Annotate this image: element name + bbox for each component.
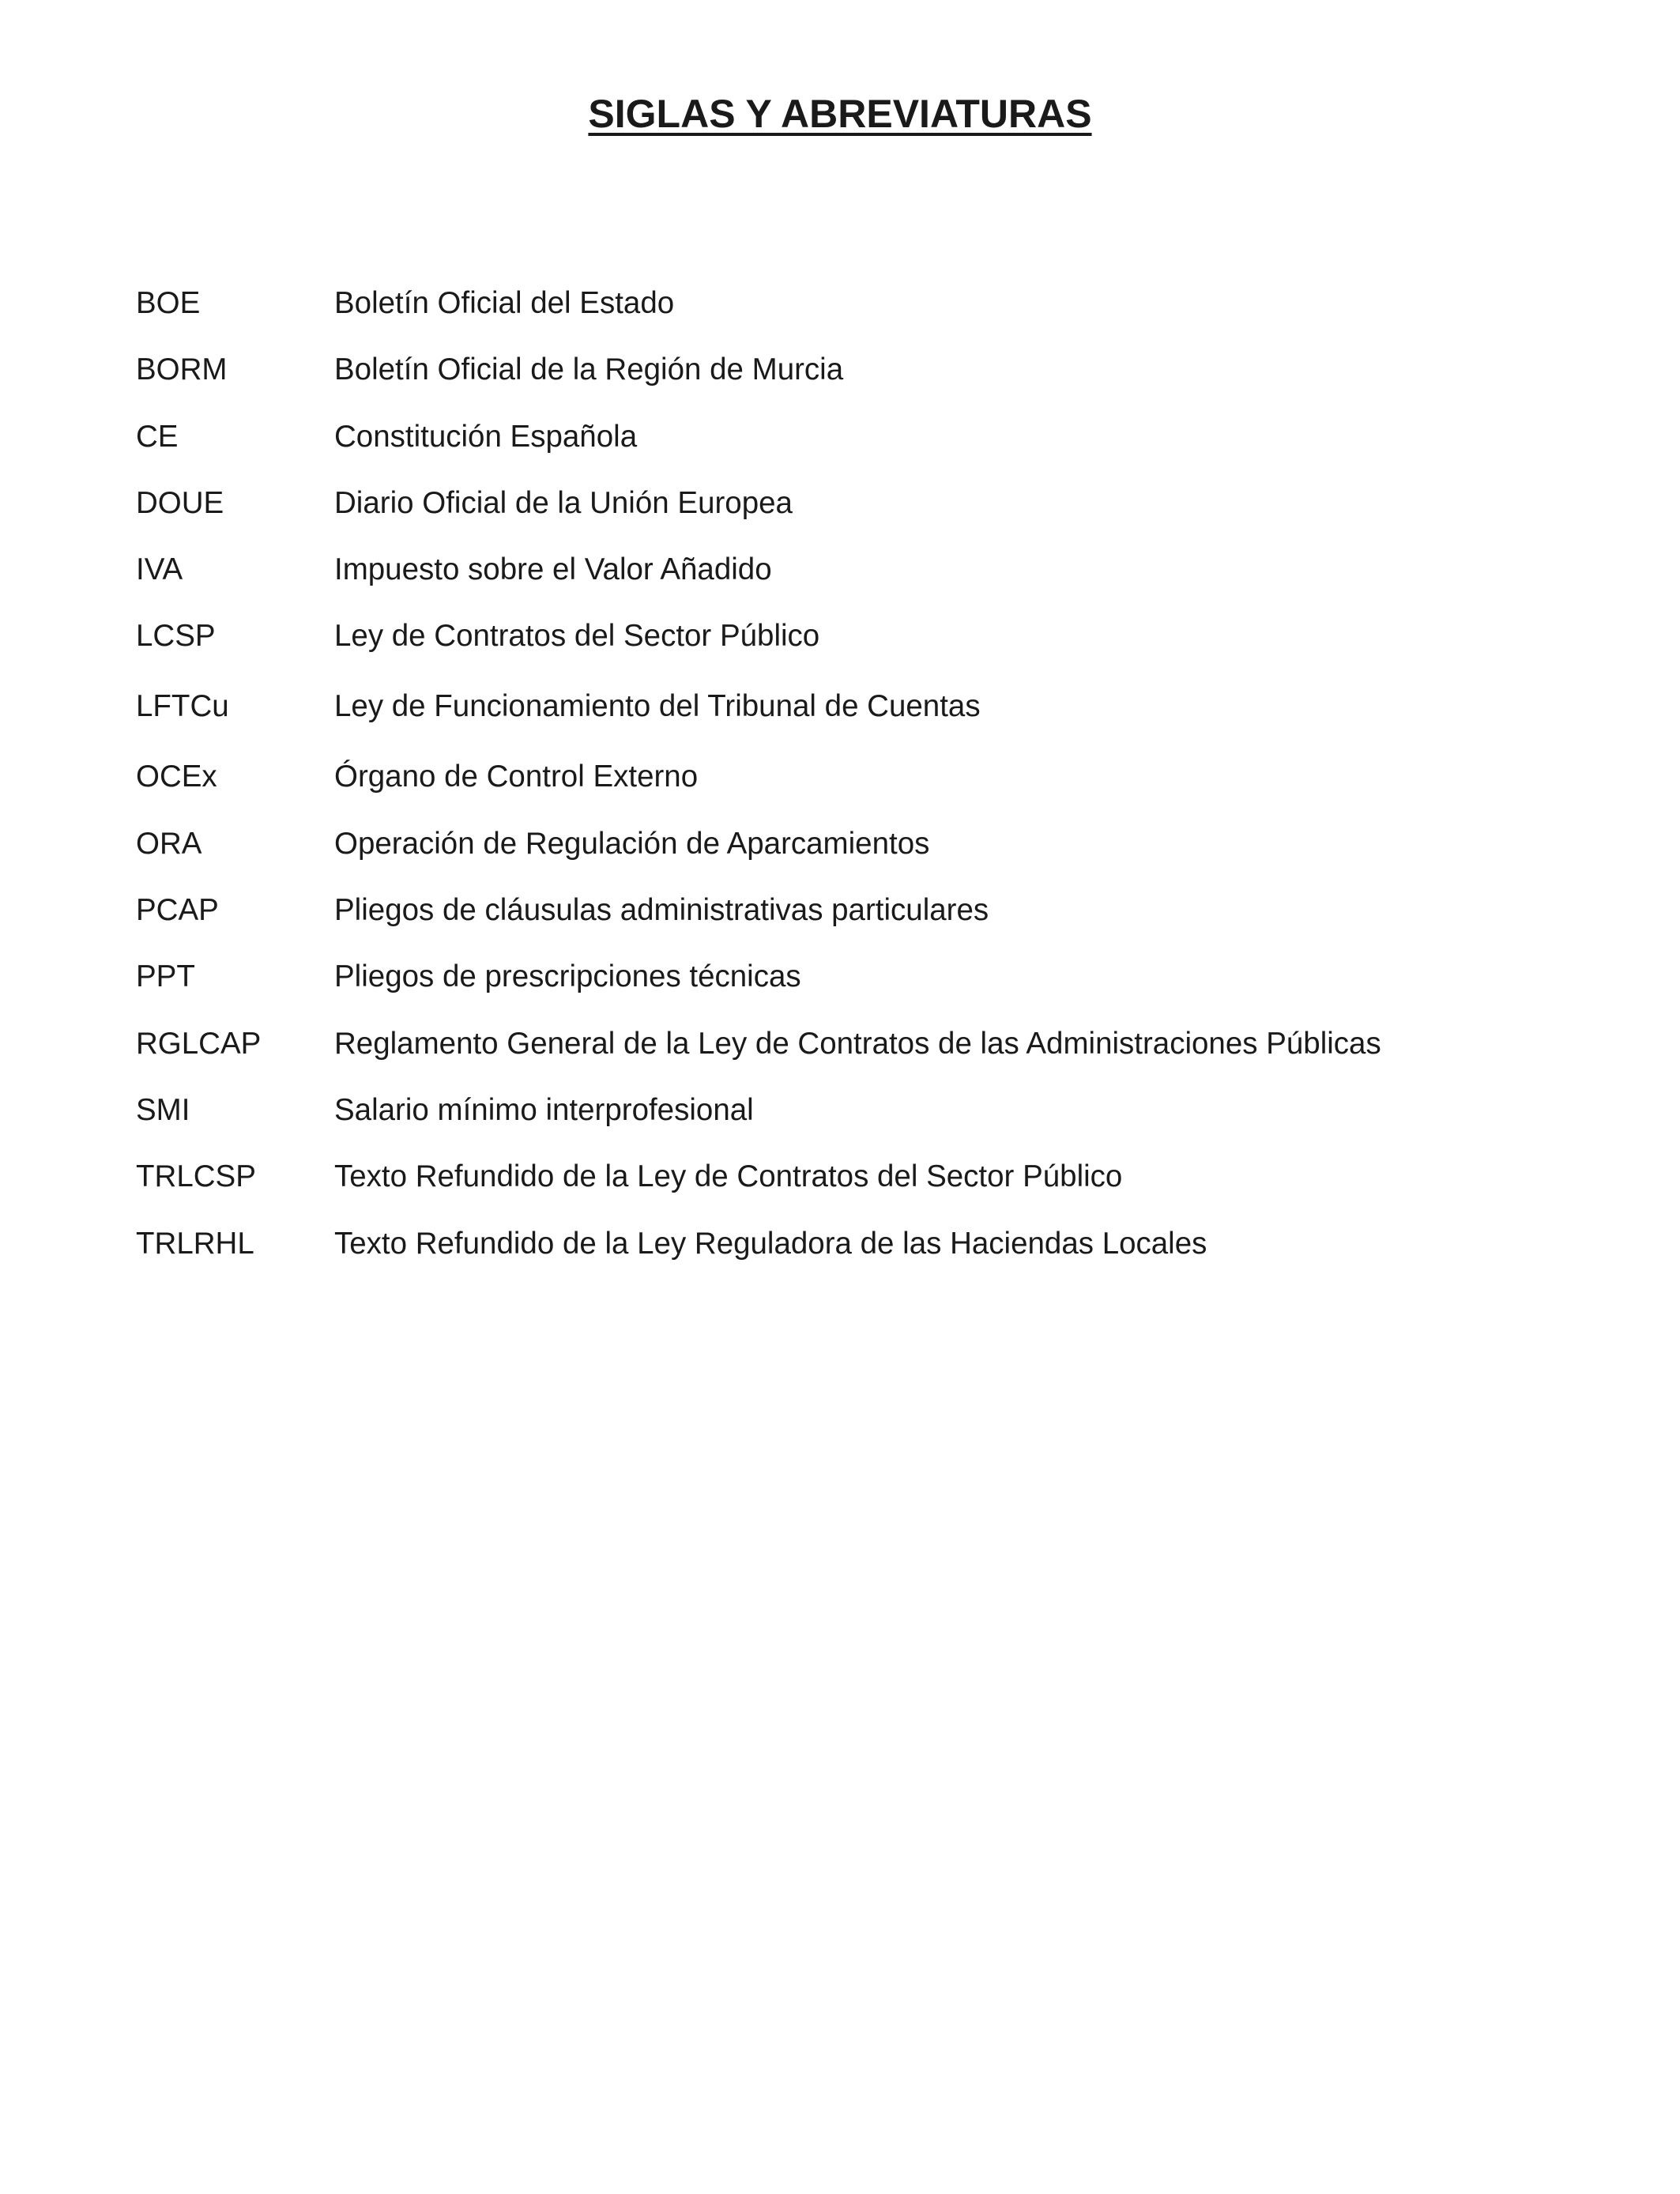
- abbreviation-row: [136, 616, 1637, 686]
- abbreviation-meaning: Diario Oficial de la Unión Europea: [334, 485, 793, 520]
- abbreviation-row: [136, 824, 1637, 890]
- abbreviation-meaning: Órgano de Control Externo: [334, 760, 699, 794]
- abbreviation-code: PPT: [136, 959, 195, 994]
- abbreviation-meaning: Pliegos de cláusulas administrativas particulares: [334, 893, 989, 928]
- abbreviation-code: IVA: [136, 552, 183, 587]
- abbreviation-row: [136, 686, 1637, 756]
- abbreviation-code: TRLCSP: [136, 1159, 256, 1194]
- abbreviation-meaning: Boletín Oficial de la Región de Murcia: [334, 352, 844, 387]
- abbreviation-row: [136, 1023, 1637, 1090]
- abbreviation-meaning: Salario mínimo interprofesional: [334, 1092, 754, 1127]
- abbreviation-row: [136, 349, 1637, 416]
- abbreviation-meaning: Impuesto sobre el Valor Añadido: [334, 552, 772, 587]
- abbreviation-row: [136, 549, 1637, 616]
- abbreviation-meaning: Texto Refundido de la Ley de Contratos del Sector Público: [334, 1159, 1123, 1194]
- abbreviation-meaning: Ley de Funcionamiento del Tribunal de Cuentas: [334, 689, 981, 724]
- abbreviation-row: [136, 1156, 1637, 1223]
- page-title: [0, 89, 1680, 139]
- abbreviation-row: [136, 483, 1637, 549]
- abbreviation-code: TRLRHL: [136, 1226, 254, 1261]
- abbreviation-row: [136, 890, 1637, 956]
- abbreviation-code: RGLCAP: [136, 1026, 262, 1061]
- abbreviation-row: [136, 283, 1637, 349]
- abbreviation-meaning: Pliegos de prescripciones técnicas: [334, 959, 801, 994]
- abbreviation-code: CE: [136, 419, 179, 454]
- abbreviation-code: BORM: [136, 352, 228, 387]
- abbreviation-row: [136, 417, 1637, 483]
- abbreviation-meaning: Ley de Contratos del Sector Público: [334, 619, 820, 654]
- abbreviation-row: [136, 756, 1637, 823]
- abbreviation-row: [136, 956, 1637, 1023]
- abbreviation-row: [136, 1090, 1637, 1156]
- abbreviation-row: [136, 1223, 1637, 1290]
- abbreviation-code: LCSP: [136, 619, 216, 654]
- abbreviation-code: BOE: [136, 286, 201, 320]
- abbreviation-meaning: Boletín Oficial del Estado: [334, 286, 675, 320]
- abbreviation-code: PCAP: [136, 893, 219, 928]
- abbreviation-code: DOUE: [136, 485, 224, 520]
- abbreviation-code: OCEx: [136, 760, 217, 794]
- page-title-text: SIGLAS Y ABREVIATURAS: [588, 92, 1092, 136]
- abbreviation-code: SMI: [136, 1092, 190, 1127]
- abbreviation-list: [136, 283, 1637, 1290]
- abbreviation-meaning: Constitución Española: [334, 419, 638, 454]
- abbreviation-meaning: Reglamento General de la Ley de Contratos de las Administraciones Públicas: [334, 1026, 1381, 1061]
- abbreviation-meaning: Operación de Regulación de Aparcamientos: [334, 826, 930, 861]
- abbreviation-code: LFTCu: [136, 689, 229, 724]
- abbreviation-code: ORA: [136, 826, 202, 861]
- abbreviation-meaning: Texto Refundido de la Ley Reguladora de las Haciendas Locales: [334, 1226, 1207, 1261]
